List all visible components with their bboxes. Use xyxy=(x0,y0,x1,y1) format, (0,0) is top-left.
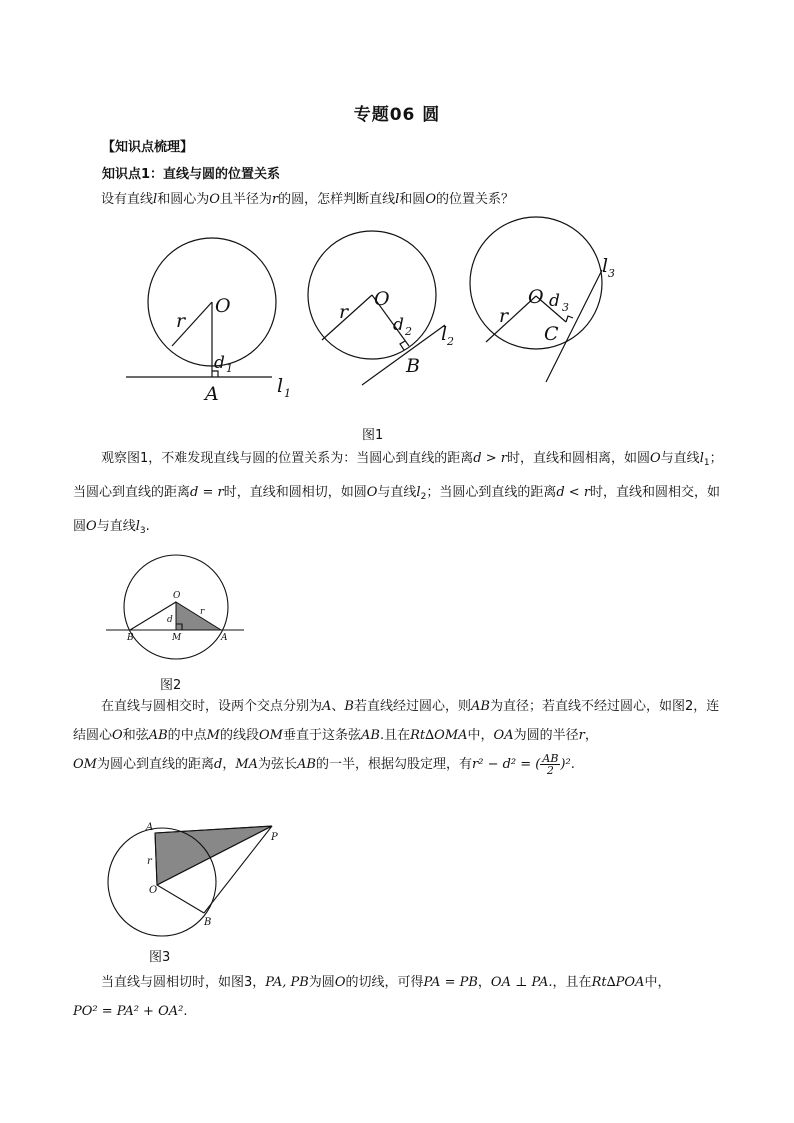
svg-text:2: 2 xyxy=(447,335,454,348)
svg-text:B: B xyxy=(204,917,212,928)
svg-text:O: O xyxy=(149,885,158,896)
svg-text:A: A xyxy=(221,633,228,643)
svg-text:3: 3 xyxy=(562,301,569,314)
paragraph-tangent: 当直线与圆相切时，如图3，PA, PB为圆O的切线，可得PA = PB，OA ⊥ PA.，且在Rt∆POA中， PO² = PA² + OA². xyxy=(73,975,671,1019)
svg-text:B: B xyxy=(406,355,420,377)
svg-text:d: d xyxy=(167,615,173,625)
svg-text:r: r xyxy=(200,607,205,617)
svg-text:P: P xyxy=(271,832,278,843)
svg-text:d: d xyxy=(393,315,404,335)
svg-text:l: l xyxy=(277,375,284,397)
svg-text:M: M xyxy=(172,633,182,643)
svg-text:1: 1 xyxy=(284,387,291,400)
svg-text:d: d xyxy=(214,353,225,373)
svg-text:A: A xyxy=(146,822,154,833)
svg-text:A: A xyxy=(205,383,219,405)
figure3-caption: 图3 xyxy=(149,950,171,965)
figure2-caption: 图2 xyxy=(160,678,182,693)
svg-text:d: d xyxy=(549,291,560,311)
svg-text:3: 3 xyxy=(608,267,615,280)
svg-text:O: O xyxy=(173,591,181,601)
figure1-caption: 图1 xyxy=(362,428,384,443)
knowledge-point-heading: 知识点1：直线与圆的位置关系 xyxy=(102,167,281,182)
svg-text:r: r xyxy=(176,310,186,332)
svg-text:O: O xyxy=(215,295,231,317)
question-paragraph: 设有直线l和圆心为O且半径为r的圆，怎样判断直线l和圆O的位置关系？ xyxy=(101,192,514,207)
svg-text:r: r xyxy=(147,856,152,867)
svg-text:B: B xyxy=(127,633,134,643)
svg-text:O: O xyxy=(528,286,544,308)
paragraph-position-relations: 观察图1，不难发现直线与圆的位置关系为：当圆心到直线的距离d > r时，直线和圆相离，如圆O与直线$l_1$；当圆心到直线的距离d = r时，直线和圆相切，如圆O与直线$l_2$；当圆心到直线的距离d < r时，直线和圆相交，如圆O与直线$l_3$. xyxy=(73,451,723,536)
svg-text:C: C xyxy=(544,323,559,345)
svg-text:2: 2 xyxy=(405,325,412,338)
svg-text:l: l xyxy=(602,255,609,277)
svg-text:r: r xyxy=(339,301,349,323)
page-title: 专题06 圆 xyxy=(353,105,441,125)
svg-text:1: 1 xyxy=(226,362,233,375)
svg-text:O: O xyxy=(374,288,390,310)
svg-text:r: r xyxy=(499,305,509,327)
svg-text:l: l xyxy=(441,323,448,345)
paragraph-intersection: 在直线与圆相交时，设两个交点分别为A、B若直线经过圆心，则AB为直径；若直线不经过圆心，如图2，连结圆心O和弦AB的中点M的线段OM垂直于这条弦AB.且在Rt∆OMA中，OA为圆的半径r， OM为圆心到直线的距离d，MA为弦长AB的一半，根据勾股定理，有r² − d² = ( $\frac{AB}{2})^2$. xyxy=(73,699,720,777)
section-heading: 【知识点梳理】 xyxy=(102,140,194,155)
